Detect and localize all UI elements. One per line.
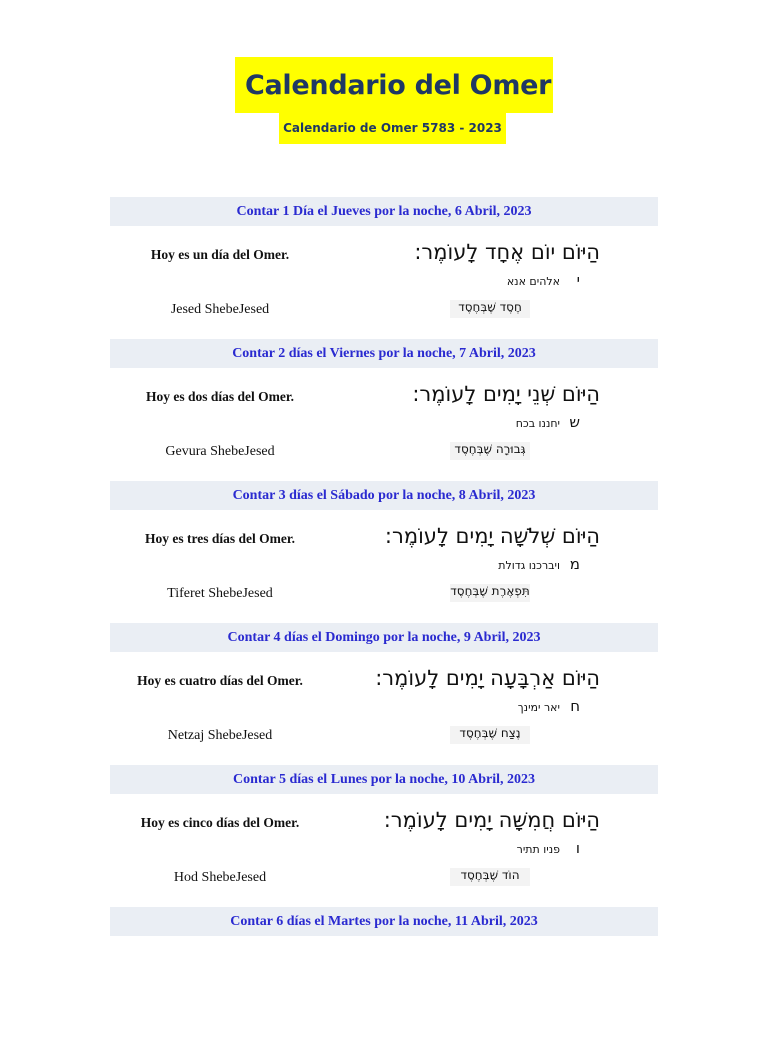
count-heading: Contar 1 Día el Jueves por la noche, 6 Abril, 2023 [110, 197, 658, 226]
hebrew-sefira-name: תִּפְאֶרֶת שֶׁבְּחֶסֶד [450, 584, 530, 602]
page-subtitle: Calendario de Omer 5783 - 2023 [283, 120, 502, 135]
hebrew-prayer-words: פניו תתיר [516, 843, 560, 856]
omer-day-3 [0, 481, 768, 623]
hebrew-letter: י [576, 271, 580, 289]
count-heading: Contar 5 días el Lunes por la noche, 10 Abril, 2023 [110, 765, 658, 794]
hebrew-prayer-words: יחננו בכח [515, 417, 560, 430]
sefira-name: Tiferet ShebeJesed [167, 586, 273, 601]
spanish-count-text: Hoy es tres días del Omer. [145, 531, 295, 546]
hebrew-sefira-name: גְּבוּרָה שֶׁבְּחֶסֶד [450, 442, 530, 460]
title-banner [235, 57, 553, 113]
hebrew-letter: ח [570, 697, 580, 715]
omer-day-1 [0, 197, 768, 339]
hebrew-count-text: הַיּוֹם שְׁלֹשָׁה יָמִים לָעוֹמֶר: [384, 524, 600, 548]
sefira-name: Netzaj ShebeJesed [167, 728, 273, 743]
hebrew-prayer-words: אלהים אנא [506, 275, 560, 288]
hebrew-count-text: הַיּוֹם חֲמִשָּׁה יָמִים לָעוֹמֶר: [383, 808, 600, 832]
hebrew-sefira-name: נֶצַח שֶׁבְּחֶסֶד [450, 726, 530, 744]
sefira-name: Gevura ShebeJesed [165, 444, 275, 459]
hebrew-count-text: הַיּוֹם אַרְבָּעָה יָמִים לָעוֹמֶר: [375, 666, 600, 690]
omer-day-6 [0, 907, 768, 1049]
hebrew-letter: ש [569, 413, 580, 431]
omer-day-4 [0, 623, 768, 765]
count-heading: Contar 3 días el Sábado por la noche, 8 Abril, 2023 [110, 481, 658, 510]
page-title: Calendario del Omer [245, 69, 552, 101]
hebrew-sefira-name: חֶסֶד שֶׁבְּחֶסֶד [450, 300, 530, 318]
omer-day-5 [0, 765, 768, 907]
hebrew-count-text: הַיּוֹם יוֹם אֶחָד לָעוֹמֶר: [414, 240, 600, 264]
count-heading: Contar 4 días el Domingo por la noche, 9 Abril, 2023 [110, 623, 658, 652]
hebrew-prayer-words: ויברכנו גדולת [498, 559, 560, 572]
hebrew-count-text: הַיּוֹם שְׁנֵי יָמִים לָעוֹמֶר: [412, 382, 600, 406]
omer-day-2 [0, 339, 768, 481]
hebrew-letter: ו [575, 839, 580, 857]
subtitle-banner [279, 111, 506, 144]
hebrew-letter: מ [569, 555, 580, 573]
count-heading: Contar 2 días el Viernes por la noche, 7 Abril, 2023 [110, 339, 658, 368]
sefira-name: Hod ShebeJesed [173, 870, 267, 885]
count-heading: Contar 6 días el Martes por la noche, 11 Abril, 2023 [110, 907, 658, 936]
spanish-count-text: Hoy es cuatro días del Omer. [137, 673, 303, 688]
hebrew-prayer-words: יאר ימינך [517, 701, 560, 714]
spanish-count-text: Hoy es cinco días del Omer. [140, 815, 300, 830]
sefira-name: Jesed ShebeJesed [170, 302, 270, 317]
spanish-count-text: Hoy es dos días del Omer. [145, 389, 294, 404]
hebrew-sefira-name: הוֹד שֶׁבְּחֶסֶד [450, 868, 530, 886]
spanish-count-text: Hoy es un día del Omer. [150, 247, 290, 262]
